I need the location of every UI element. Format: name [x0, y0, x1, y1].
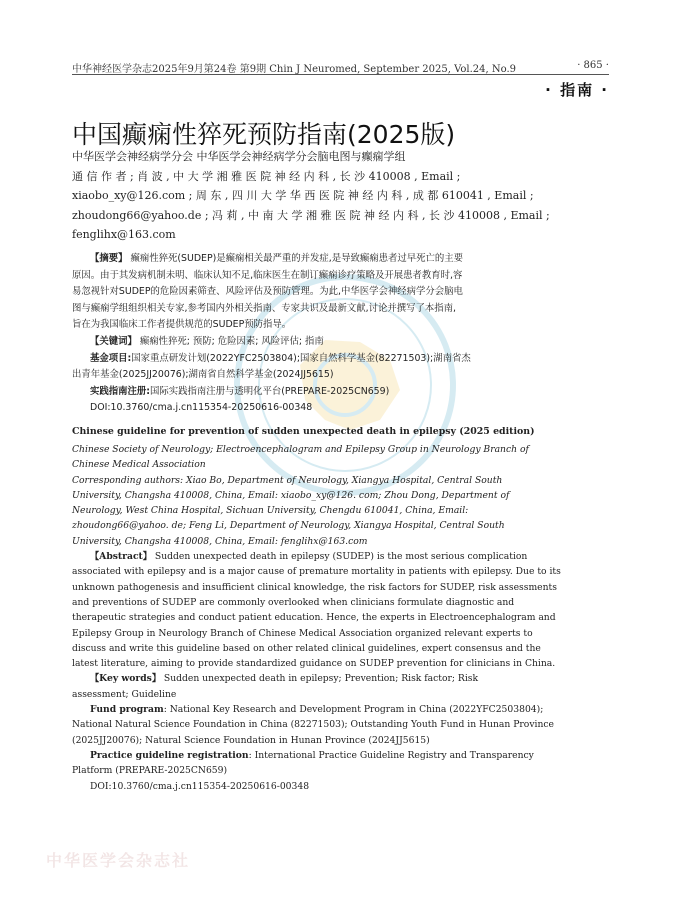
en-fund-text: National Natural Science Foundation in China (82271503); Outstanding Youth Fund in Hunan Province [72, 719, 554, 731]
abstract-text: 易忽视针对SUDEP的危险因素筛查、风险评估及预防管理。为此,中华医学会神经病学分会脑电 [72, 286, 463, 298]
doi: DOI:10.3760/cma.j.cn115354-20250616-00348 [90, 402, 313, 414]
publisher-logo [46, 848, 306, 870]
en-author-line: University, Changsha 410008, China, Email: fenglihx@163.com [72, 535, 368, 547]
en-fund-text: (2025JJ20076); Natural Science Foundation in Hunan Province (2024JJ5615) [72, 734, 430, 746]
header-rule [72, 74, 609, 75]
journal-header: 中华神经医学杂志2025年9月第24卷 第9期 Chin J Neuromed, September 2025, Vol.24, No.9 [72, 64, 517, 75]
en-author-line: University, Changsha 410008, China, Email: xiaobo_xy@126. com; Zhou Dong, Department of [72, 489, 510, 501]
author-line: zhoudong66@yahoo.de ; 冯 莉 , 中 南 大 学 湘 雅 医 院 神 经 内 科 , 长 沙 410008 , Email ; [72, 208, 550, 222]
en-keywords-label: 【Key words】 [90, 673, 162, 685]
en-keywords-text: assessment; Guideline [72, 688, 177, 700]
en-registration-label: Practice guideline registration [90, 749, 249, 761]
publisher-logo-text: 中华医学会杂志社 [46, 851, 191, 870]
en-abstract-text: and preventions of SUDEP are commonly overlooked when clinicians formulate diagnostic and [72, 596, 515, 608]
authors-block [72, 147, 612, 245]
cn-abstract [72, 251, 492, 417]
keywords-text: 癫痫性猝死; 预防; 危险因素; 风险评估; 指南 [136, 335, 324, 347]
en-doi: DOI:10.3760/cma.j.cn115354-20250616-00348 [90, 780, 310, 792]
fund-text: 出青年基金(2025JJ20076);湖南省自然科学基金(2024JJ5615) [72, 369, 334, 381]
en-author-line: Chinese Medical Association [72, 459, 206, 471]
en-abstract-text: therapeutic strategies and conduct patient education. Hence, the experts in Electroencephalogram and [72, 612, 556, 624]
page-number: · 865 · [577, 60, 609, 71]
en-abstract-text: Sudden unexpected death in epilepsy (SUDEP) is the most serious complication [151, 551, 528, 563]
author-line: fenglihx@163.com [72, 228, 176, 241]
abstract-text: 图与癫痫学组组织相关专家,参考国内外相关指南、专家共识及最新文献,讨论并撰写了本指南, [72, 302, 456, 314]
en-abstract [72, 442, 561, 794]
author-line: 通 信 作 者 ; 肖 波 , 中 大 学 湘 雅 医 院 神 经 内 科 , 长 沙 410008 , Email ; [72, 169, 461, 183]
en-registration-text: Platform (PREPARE-2025CN659) [72, 765, 228, 777]
section-tag: · 指南 · [545, 81, 609, 99]
english-title: Chinese guideline for prevention of sudden unexpected death in epilepsy (2025 edition) [72, 426, 535, 437]
en-abstract-text: latest literature, aiming to provide standardized guidance on SUDEP prevention for clinicians in China. [72, 658, 556, 670]
fund-label: 基金项目: [90, 352, 132, 364]
author-line: xiaobo_xy@126.com ; 周 东 , 四 川 大 学 华 西 医 院 神 经 内 科 , 成 都 610041 , Email ; [72, 189, 534, 202]
page-title: 中国癫痫性猝死预防指南(2025版) [72, 119, 456, 149]
en-abstract-text: discuss and write this guideline based on other related clinical guidelines, expert consensus and the [72, 642, 541, 654]
en-author-line: Corresponding authors: Xiao Bo, Department of Neurology, Xiangya Hospital, Central South [72, 474, 503, 486]
abstract-label: 【摘要】 [90, 253, 128, 264]
en-fund-label: Fund program [90, 704, 164, 716]
fund-text: 国家重点研发计划(2022YFC2503804);国家自然科学基金(82271503);湖南省杰 [131, 352, 471, 364]
en-keywords-text: Sudden unexpected death in epilepsy; Prevention; Risk factor; Risk [161, 673, 479, 685]
en-author-line: Neurology, West China Hospital, Sichuan University, Chengdu 610041, China, Email: [72, 505, 469, 517]
en-fund-text: : National Key Research and Development Program in China (2022YFC2503804); [163, 704, 544, 716]
en-author-line: zhoudong66@yahoo. de; Feng Li, Department of Neurology, Xiangya Hospital, Central South [72, 520, 505, 532]
registration-label: 实践指南注册: [90, 385, 150, 397]
en-abstract-label: 【Abstract】 [90, 551, 152, 563]
en-abstract-text: unknown pathogenesis and insufficient clinical knowledge, the risk factors for SUDEP, risk assessments [72, 581, 557, 593]
keywords-label: 【关键词】 [90, 335, 137, 347]
en-abstract-text: Epilepsy Group in Neurology Branch of Chinese Medical Association organized relevant experts to [72, 627, 533, 639]
author-line: 中华医学会神经病学分会 中华医学会神经病学分会脑电图与癫痫学组 [72, 150, 406, 163]
en-abstract-text: associated with epilepsy and is a major cause of premature mortality in patients with epilepsy. Due to its [72, 566, 561, 578]
en-author-line: Chinese Society of Neurology; Electroencephalogram and Epilepsy Group in Neurology Branch of [72, 444, 529, 455]
registration-text: 国际实践指南注册与透明化平台(PREPARE-2025CN659) [150, 385, 390, 397]
en-registration-text: : International Practice Guideline Registry and Transparency [248, 749, 534, 761]
abstract-text: 旨在为我国临床工作者提供规范的SUDEP预防指导。 [72, 319, 292, 331]
abstract-text: 原因。由于其发病机制未明、临床认知不足,临床医生在制订癫痫诊疗策略及开展患者教育时,容 [72, 269, 463, 281]
abstract-text: 癫痫性猝死(SUDEP)是癫痫相关最严重的并发症,是导致癫痫患者过早死亡的主要 [127, 253, 464, 264]
